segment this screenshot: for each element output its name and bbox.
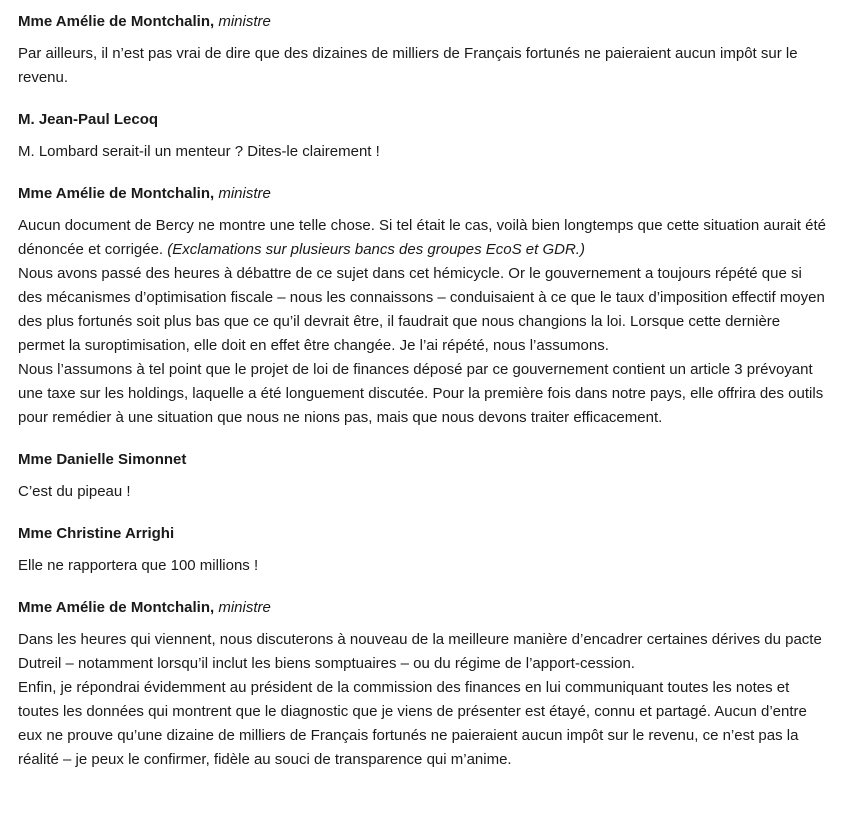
speaker-name: Mme Amélie de Montchalin	[18, 185, 210, 202]
speech-paragraph: Elle ne rapportera que 100 millions !	[18, 557, 259, 574]
speaker-role: ministre	[218, 185, 271, 202]
speaker-name: Mme Amélie de Montchalin	[18, 599, 210, 616]
speaker-heading	[18, 524, 829, 544]
speech-text: Aucun document de Bercy ne montre une telle chose. Si tel était le cas, voilà bien longtemps que cette situation aurait été dénoncée et corrigée.	[18, 217, 826, 258]
speaker-heading	[18, 450, 829, 470]
speaker-role: ministre	[218, 599, 271, 616]
speech-paragraph: Dans les heures qui viennent, nous discuterons à nouveau de la meilleure manière d’encadrer certaines dérives du pacte Dutreil – notamment lorsqu’il inclut les biens somptuaires – ou du régime de l’apport-cession.	[18, 631, 822, 672]
speech-paragraph: Enfin, je répondrai évidemment au président de la commission des finances en lui communiquant toutes les notes et toutes les données qui montrent que le diagnostic que je viens de présenter est étayé, connu et partagé. Aucun d’entre eux ne prouve qu’une dizaine de milliers de Français fortunés ne paieraient aucun impôt sur le revenu, ce n’est pas la réalité – je peux le confirmer, fidèle au souci de transparence qui m’anime.	[18, 679, 807, 768]
intervention	[18, 524, 829, 578]
intervention	[18, 184, 829, 430]
speech-paragraph: Par ailleurs, il n’est pas vrai de dire que des dizaines de milliers de Français fortunés ne paieraient aucun impôt sur le revenu.	[18, 45, 798, 86]
intervention	[18, 110, 829, 164]
intervention	[18, 12, 829, 90]
intervention	[18, 598, 829, 772]
speech-paragraph: Nous avons passé des heures à débattre de ce sujet dans cet hémicycle. Or le gouvernement a toujours répété que si des mécanismes d’optimisation fiscale – nous les connaissons – conduisaient à ce que le taux d’imposition effectif moyen des plus fortunés soit plus bas que ce qu’il devrait être, il faudrait que nous changions la loi. Lorsque cette dernière permet la suroptimisation, elle doit en effet être changée. Je l’ai répété, nous l’assumons.	[18, 265, 825, 354]
speaker-role: ministre	[218, 13, 271, 30]
speaker-name: Mme Danielle Simonnet	[18, 451, 187, 468]
speaker-heading: Mme Amélie de Montchalin, ministre	[18, 599, 271, 616]
speaker-name: Mme Amélie de Montchalin	[18, 13, 210, 30]
speaker-name: M. Jean-Paul Lecoq	[18, 111, 159, 128]
speaker-heading	[18, 110, 829, 130]
intervention	[18, 450, 829, 504]
speaker-heading: Mme Amélie de Montchalin, ministre	[18, 185, 271, 202]
speech-paragraph	[18, 214, 829, 262]
stage-direction: (Exclamations sur plusieurs bancs des groupes EcoS et GDR.)	[167, 241, 585, 258]
speaker-heading: Mme Amélie de Montchalin, ministre	[18, 13, 271, 30]
speech-paragraph: M. Lombard serait-il un menteur ? Dites-le clairement !	[18, 143, 380, 160]
speech-paragraph: Nous l’assumons à tel point que le projet de loi de finances déposé par ce gouvernement contient un article 3 prévoyant une taxe sur les holdings, laquelle a été longuement discutée. Pour la première fois dans notre pays, elle offrira des outils pour remédier à une situation que nous ne nions pas, mais que nous devons traiter efficacement.	[18, 361, 824, 426]
speech-paragraph: C’est du pipeau !	[18, 483, 131, 500]
speaker-name: Mme Christine Arrighi	[18, 525, 175, 542]
